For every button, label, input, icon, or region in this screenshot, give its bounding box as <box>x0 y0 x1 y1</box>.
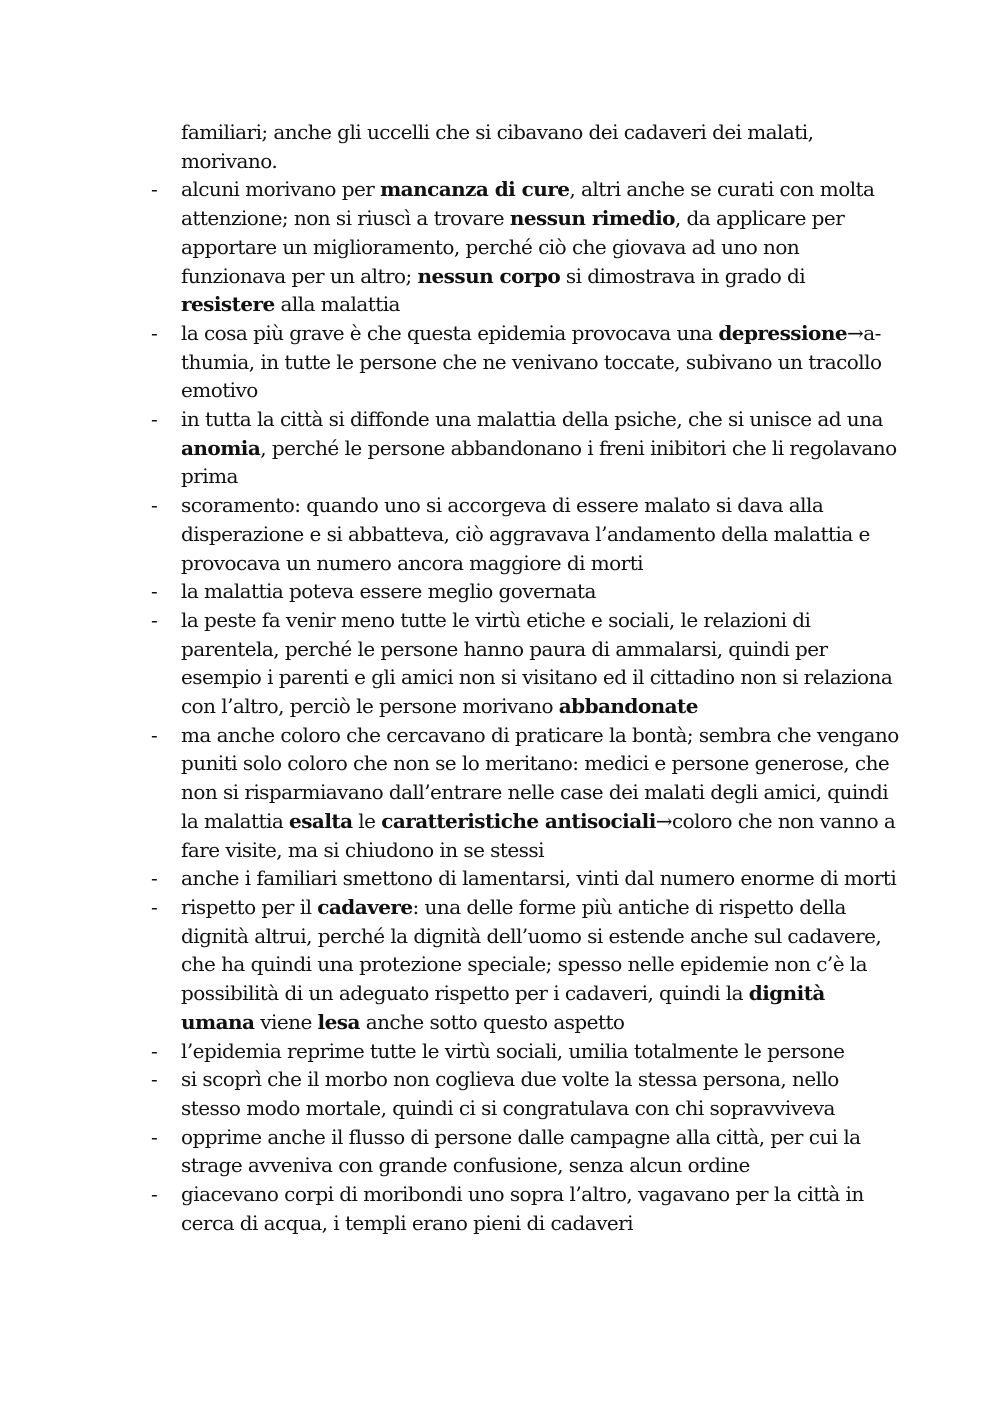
bullet-dash: - <box>151 579 158 604</box>
bullet-dash: - <box>151 493 158 518</box>
bold-text: anomia <box>181 435 261 460</box>
text: scoramento: quando uno si accorgeva di essere malato si dava alla disperazione e si abbatteva, ciò aggravava l’andamento della malattia e provocava un numero ancora maggiore di morti <box>181 493 870 575</box>
bullet-dash: - <box>151 607 158 632</box>
list-item <box>151 893 901 1037</box>
text: anche i familiari smettono di lamentarsi, vinti dal numero enorme di morti <box>181 866 897 891</box>
bold-text: resistere <box>181 292 275 317</box>
list-item <box>151 319 901 405</box>
text: si dimostrava in grado di <box>560 263 806 288</box>
list-item <box>151 606 901 721</box>
list-item <box>151 577 901 606</box>
text: anche sotto questo aspetto <box>359 1009 625 1034</box>
bullet-dash: - <box>151 407 158 432</box>
text: familiari; anche gli uccelli che si cibavano dei cadaveri dei malati, morivano. <box>181 120 814 173</box>
bullet-dash: - <box>151 866 158 891</box>
text: viene <box>254 1009 318 1034</box>
text: la malattia poteva essere meglio governata <box>181 579 596 604</box>
list-item <box>151 1180 901 1237</box>
bullet-dash: - <box>151 177 158 202</box>
text: giacevano corpi di moribondi uno sopra l’altro, vagavano per la città in cerca di acqua, i templi erano pieni di cadaveri <box>181 1182 864 1235</box>
list-item <box>151 864 901 893</box>
bold-text: abbandonate <box>558 694 698 719</box>
bullet-dash: - <box>151 722 158 747</box>
text: →coloro che non vanno a fare visite, ma si chiudono in se stessi <box>181 808 896 862</box>
bold-text: nessun rimedio <box>509 206 675 231</box>
bold-text: depressione <box>718 320 848 345</box>
list-item <box>151 1065 901 1122</box>
bullet-dash: - <box>151 1182 158 1207</box>
bold-text: dignità umana <box>181 981 825 1034</box>
bold-text: lesa <box>317 1009 360 1034</box>
bold-text: esalta <box>289 808 353 833</box>
text: →a-thumia, in tutte le persone che ne venivano toccate, subivano un tracollo emotivo <box>181 320 882 403</box>
bold-text: nessun corpo <box>417 263 561 288</box>
list-item <box>151 1123 901 1180</box>
bold-text: caratteristiche antisociali <box>381 808 656 833</box>
bold-text: mancanza di cure <box>380 177 570 202</box>
text: opprime anche il flusso di persone dalle campagne alla città, per cui la strage avveniva con grande confusione, senza alcun ordine <box>181 1124 861 1178</box>
text: rispetto per il <box>181 894 318 919</box>
text: ma anche coloro che cercavano di praticare la bontà; sembra che vengano puniti solo coloro che non se lo meritano: medici e persone generose, che non si risparmiavano dall’entrare nelle case dei malati degli amici, quindi la malattia <box>181 722 899 833</box>
text: l’epidemia reprime tutte le virtù sociali, umilia totalmente le persone <box>181 1038 845 1063</box>
intro-continuation <box>181 118 901 175</box>
text: : una delle forme più antiche di rispetto della dignità altrui, perché la dignità dell’uomo si estende anche sul cadavere, che ha quindi una protezione speciale; spesso nelle epidemie non c’è la possibilità di un adeguato rispetto per i cadaveri, quindi la <box>181 894 882 1006</box>
list-item <box>151 1037 901 1066</box>
bullet-dash: - <box>151 894 158 919</box>
text: alcuni morivano per <box>181 177 381 202</box>
text: in tutta la città si diffonde una malattia della psiche, che si unisce ad una <box>181 407 883 432</box>
text: , altri anche se curati con molta attenzione; non si riuscì a trovare <box>181 177 875 231</box>
text: , da applicare per apportare un miglioramento, perché ciò che giovava ad uno non funzionava per un altro; <box>181 206 845 288</box>
bullet-dash: - <box>151 1067 158 1092</box>
bullet-dash: - <box>151 1038 158 1063</box>
text: alla malattia <box>274 292 400 317</box>
list-item <box>151 721 901 865</box>
list-item <box>151 175 901 319</box>
bullet-dash: - <box>151 1124 158 1149</box>
text: , perché le persone abbandonano i freni inibitori che li regolavano prima <box>181 435 897 489</box>
list-item <box>151 491 901 577</box>
bold-text: cadavere <box>317 894 413 919</box>
list-item <box>151 405 901 491</box>
text: la peste fa venir meno tutte le virtù etiche e sociali, le relazioni di parentela, perché le persone hanno paura di ammalarsi, quindi per esempio i parenti e gli amici non si visitano ed il cittadino non si relaziona con l’altro, perciò le persone morivano <box>181 607 893 719</box>
text: le <box>352 808 382 833</box>
bullet-dash: - <box>151 320 158 345</box>
text: si scoprì che il morbo non coglieva due volte la stessa persona, nello stesso modo mortale, quindi ci si congratulava con chi sopravviveva <box>181 1067 839 1120</box>
text: la cosa più grave è che questa epidemia provocava una <box>181 320 719 345</box>
notes-body <box>151 118 901 1237</box>
